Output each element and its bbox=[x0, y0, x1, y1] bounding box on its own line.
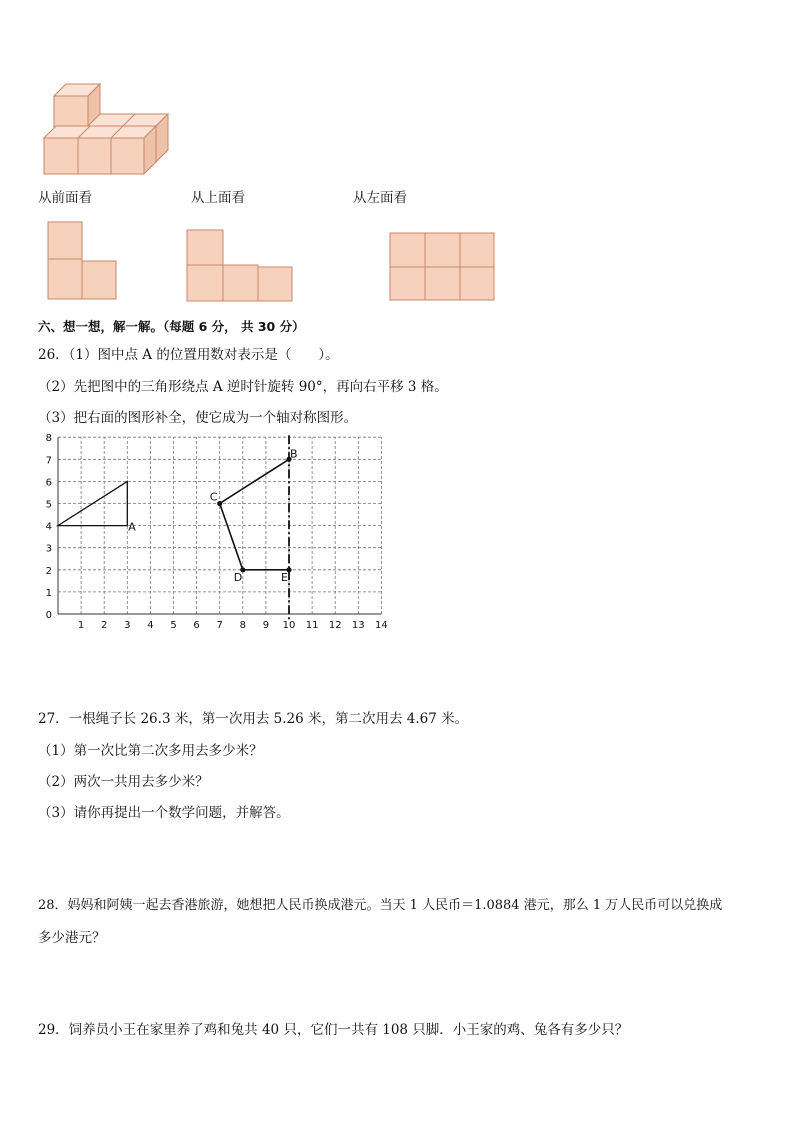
x-tick-label: 2 bbox=[101, 620, 108, 631]
top-view-label: 从上面看 bbox=[191, 190, 245, 206]
x-tick-label: 4 bbox=[147, 620, 154, 631]
x-tick-label: 10 bbox=[282, 620, 296, 631]
point-c-label: C bbox=[209, 490, 218, 504]
q29-question: 29．饲养员小王在家里养了鸡和兔共 40 只，它们一共有 108 只脚．小王家的鸡、兔各有多少只？ bbox=[38, 1022, 629, 1038]
q27-part2: （2）两次一共用去多少米？ bbox=[38, 774, 209, 790]
q27-part3: （3）请你再提出一个数学问题，并解答。 bbox=[38, 805, 290, 821]
q26-part1: 26．（1）图中点 A 的位置用数对表示是（ ）。 bbox=[38, 347, 339, 363]
y-tick-label: 7 bbox=[45, 455, 52, 467]
point-e-label: E bbox=[281, 570, 288, 584]
x-tick-label: 6 bbox=[193, 620, 200, 631]
x-tick-label: 3 bbox=[124, 620, 131, 631]
y-tick-label: 8 bbox=[45, 433, 52, 445]
front-view-figure bbox=[46, 221, 118, 301]
q27-part1: （1）第一次比第二次多用去多少米？ bbox=[38, 743, 263, 759]
coordinate-grid bbox=[30, 428, 400, 636]
x-tick-label: 5 bbox=[170, 620, 177, 631]
y-tick-label: 3 bbox=[45, 543, 52, 555]
left-view-figure bbox=[389, 232, 497, 302]
q27-stem: 27．一根绳子长 26.3 米，第一次用去 5.26 米，第二次用去 4.67 米。 bbox=[38, 711, 469, 727]
y-tick-label: 4 bbox=[45, 521, 52, 533]
x-tick-label: 1 bbox=[77, 620, 85, 631]
front-view-label: 从前面看 bbox=[38, 190, 92, 206]
top-view-figure bbox=[186, 229, 294, 303]
cube-stack-figure bbox=[40, 80, 180, 175]
section-heading: 六、想一想，解一解。（每题 6 分， 共 30 分） bbox=[38, 319, 305, 334]
x-tick-label: 12 bbox=[328, 620, 342, 631]
y-tick-label: 0 bbox=[45, 610, 52, 621]
y-tick-label: 5 bbox=[45, 499, 52, 511]
q28-line2: 多少港元？ bbox=[38, 930, 106, 946]
point-d-label: D bbox=[233, 570, 243, 584]
y-tick-label: 1 bbox=[45, 587, 52, 599]
point-c-dot bbox=[217, 501, 222, 506]
x-tick-label: 7 bbox=[216, 620, 223, 631]
x-tick-label: 9 bbox=[262, 620, 270, 631]
x-tick-label: 14 bbox=[375, 620, 388, 631]
y-tick-label: 6 bbox=[45, 477, 52, 489]
x-tick-label: 8 bbox=[239, 620, 246, 631]
x-tick-label: 13 bbox=[351, 620, 365, 631]
x-tick-label: 11 bbox=[305, 620, 319, 631]
point-b-label: B bbox=[290, 447, 298, 461]
half-figure-line bbox=[220, 459, 289, 570]
y-tick-label: 2 bbox=[45, 565, 52, 577]
point-a-label: A bbox=[128, 520, 136, 534]
q26-part3: （3）把右面的图形补全，使它成为一个轴对称图形。 bbox=[38, 410, 358, 426]
q28-line1: 28．妈妈和阿姨一起去香港旅游，她想把人民币换成港元。当天 1 人民币＝1.0884 港元，那么 1 万人民币可以兑换成 bbox=[38, 898, 723, 913]
q26-part2: （2）先把图中的三角形绕点 A 逆时针旋转 90°，再向右平移 3 格。 bbox=[38, 379, 448, 395]
left-view-label: 从左面看 bbox=[353, 190, 407, 206]
